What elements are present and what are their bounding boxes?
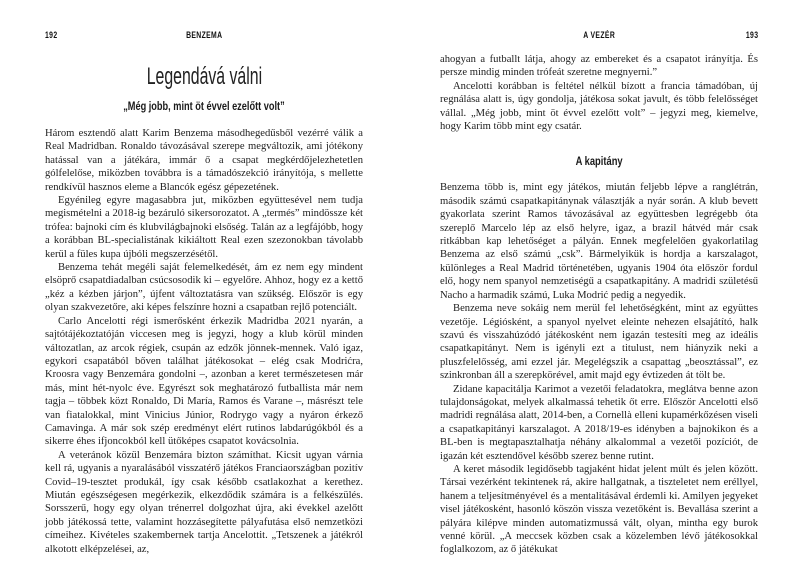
- body-text-right-top: [440, 53, 758, 133]
- section-heading: A kapitány: [575, 154, 623, 169]
- paragraph: A keret második legidősebb tagjaként hidat jelent múlt és jelen között. Társai vezérként tekintenek rá, akire hallgatnak, a tiszteletet nem eréllyel, hanem a teljesítményével és a mentalitásával érdemli ki. Amilyen jegyeket visel játékosként, hasonló köszön vissza vezetőként is. Bevallása szerint a pályára kilépve minden automatizmussá vált, olyan, mintha egy burok venné körül. „A meccsek közben csak a közelemben lévő játékosokkal foglalkozom, az ő játékukat: [440, 463, 758, 556]
- page-left: [45, 30, 363, 556]
- running-head-right: [440, 30, 758, 42]
- paragraph: Ancelotti korábban is feltétel nélkül bízott a francia támadóban, új regnálása alatt is, úgy gondolja, játékosa sokat javult, és több felelősséget vállal. „Még jobb, mint öt évvel ezelőtt volt” – jegyzi meg, kiemelve, hogy Karim több mint egy csatár.: [440, 80, 758, 133]
- body-text-right-bottom: [440, 181, 758, 556]
- running-header-title-right: A VEZÉR: [583, 30, 615, 41]
- paragraph: Három esztendő alatt Karim Benzema másodhegedűsből vezérré válik a Real Madridban. Ronaldo távozásával szerepe megváltozik, ami jótékony hatással van a játékára, immár ő a csapat megkérdőjelezhetetlen gólfelelőse, miközben továbbra is a támadószekció irányítója, s mellette rendkívül hasznos eleme a Blancók egész gépezetének.: [45, 128, 363, 193]
- paragraph: Benzema neve sokáig nem merül fel lehetőségként, mint az együttes vezetője. Légiósként, a spanyol nyelvet eleinte nehezen elsajátító, halk szavú és visszahúzódó játékosként nem igazán testesíti meg az ideális csapatkapitányt. Nem is igényli ezt a titulust, nem hiányzik neki a pluszfelelősség, ami ezzel jár. Megelégszik a csapattag „beosztással”, ez szinkronban áll a szerepkörével, amit majd egy évtizeden át tölt be.: [440, 303, 758, 382]
- running-head-left: [45, 30, 363, 42]
- paragraph: Egyénileg egyre magasabbra jut, miközben együttesével nem tudja megismételni a 2018-ig bezáruló sikersorozatot. A „termés” mindössze két trófea: bajnoki cím és klubvilágbajnoki elsőség. Talán az a legfájóbb, hogy a korábban BL-specialistának kikiáltott Real ezen szezonokban távolabb kerül a füles kupa újbóli megszerzésétől.: [45, 195, 363, 260]
- paragraph: Carlo Ancelotti régi ismerősként érkezik Madridba 2021 nyarán, a sajtótájékoztatóján viccesen meg is jegyzi, hogy a klub körül minden változatlan, az arcok régiek, csupán az edzők jönnek-mennek. Való igaz, egykori csapatából bőven találhat játékosokat – elég csak Modrićra, Kroosra vagy Benzemára gondolni –, azonban a keret természetesen már más, mint hét-nyolc éve. Egyrészt sok meghatározó futballista már nem tagja – többek közt Ronaldo, Di María, Ramos és Varane –, másrészt tele van fiatalokkal, mint Vinicius Júnior, Rodrygo vagy a nyáron érkező Camavinga. A már sok szép eredményt elért rutinos labdarúgókból és a sikerre éhes ifjoncokból kell ütőképes csapatot kovácsolnia.: [45, 315, 363, 448]
- page-number-left: 192: [45, 30, 58, 41]
- paragraph: A veteránok közül Benzemára bizton számíthat. Kicsit ugyan várnia kell rá, ugyanis a nyaralásából visszatérő játékos Franciaországban pozitív Covid–19-tesztet produkál, így csak később csatlakozhat a kerethez. Miután egészségesen megérkezik, elkezdődik számára is a felkészülés. Sorsszerű, hogy egy olyan trénerrel dolgozhat újra, aki évekkel azelőtt jobb játékossá tette, valamint hozzásegítette pályafutása első nemzetközi címeihez. Kivételes szakembernek tartja Ancelottit. „Tetszenek a játékról alkotott elképzelései, az,: [45, 449, 363, 555]
- chapter-subtitle: „Még jobb, mint öt évvel ezelőtt volt”: [123, 101, 285, 113]
- paragraph: Benzema tehát megéli saját felemelkedését, ám ez nem egy mindent elsöprő csapatdiadalban csúcsosodik ki – egyelőre. Ahhoz, hogy ez a kettő „kéz a kézben járjon”, újfent változtatásra van szükség. Először is egy olyan szakvezetőre, aki képes felszínre hozni a csapatban rejlő potenciált.: [45, 262, 363, 314]
- body-text-left: [45, 127, 363, 556]
- paragraph: ahogyan a futballt látja, ahogy az embereket és a csapatot irányítja. És persze mindig minden trófeát szeretne megnyerni.”: [440, 54, 758, 79]
- page-number-right: 193: [745, 30, 758, 41]
- running-header-title-left: BENZEMA: [185, 30, 223, 41]
- paragraph: Zidane kapacitálja Karimot a vezetői feladatokra, meglátva benne azon tulajdonságokat, melyek alkalmassá tehetik őt erre. Először Ancelotti első madridi regnálása alatt, 2014-ben, a Cornellà elleni kupamérkőzésen viseli a csapatkapitányi karszalagot. A 2018/19-es idényben a bajnokikon és a BL-ben is megtapasztalhatja néhány alkalommal a vezetői pozíciót, de igazán két esztendővel később szerez benne rutint.: [440, 383, 758, 462]
- paragraph: Benzema több is, mint egy játékos, miután feljebb lépve a ranglétrán, második számú csapatkapitánynak választják a nyár során. A klub bevett gyakorlata szerint Ramos távozásával az együttesben legrégebb óta szereplő Marcelo lép az első helyre, igaz, a brazil hátvéd már csak ritkábban kap lehetőséget a pályán. Ennek megfelelően gyakorlatilag Benzema az első számú „csk”. Bármelyikük is hordja a karszalagot, különleges a Real Madrid történetében, ugyanis 1904 óta először fordul elő, hogy nem spanyol nemzetiségű a csapatkapitány. A madridi születésű Nacho a harmadik számú, Luka Modrić pedig a negyedik.: [440, 182, 758, 301]
- chapter-title: Legendává válni: [146, 63, 262, 90]
- page-right: [440, 30, 758, 557]
